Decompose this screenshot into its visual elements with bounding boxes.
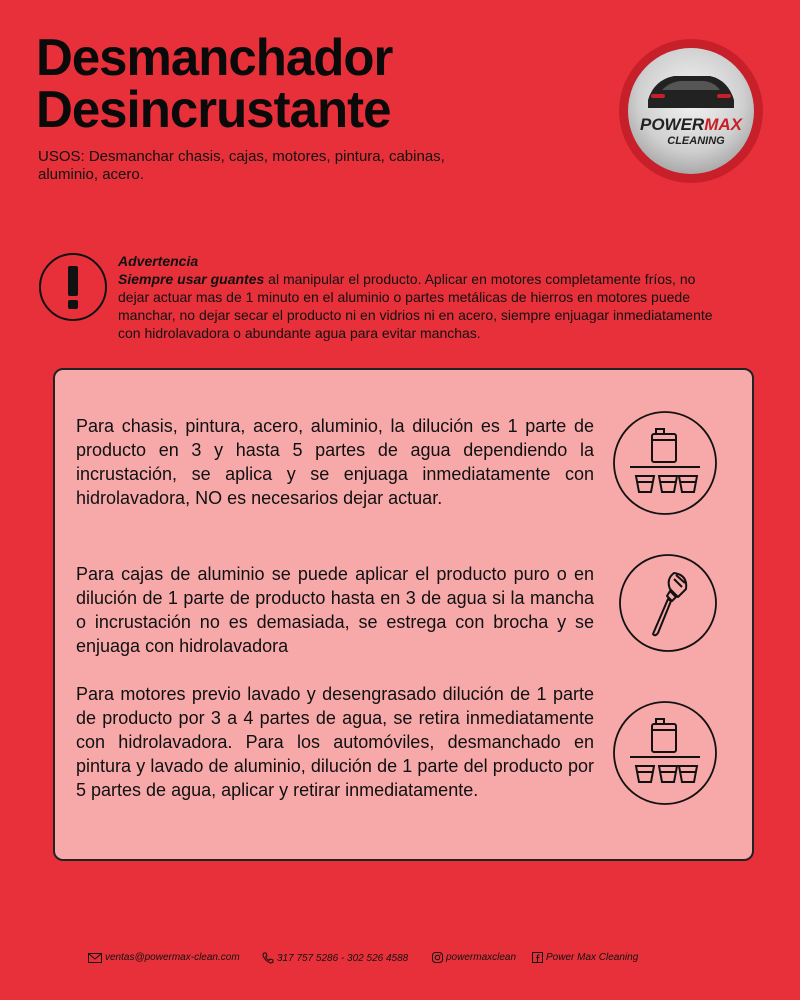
phone-text: 317 757 5286 - 302 526 4588 [277,952,409,964]
facebook-icon [532,952,543,963]
title-line-2: Desincrustante [36,81,391,139]
facebook-text: Power Max Cleaning [546,952,639,963]
warning-lead: Siempre usar guantes [118,271,265,287]
footer-instagram[interactable] [432,952,516,963]
svg-text:POWERMAX [640,115,744,134]
mail-icon [88,953,102,963]
instruction-2-text: Para cajas de aluminio se puede aplicar el producto puro o en dilución de 1 parte de producto hasta en 3 de agua si la mancha o incrustación no es demasiada, se estrega con brocha y se enjuaga con hidrolavadora [76,564,594,656]
warning-block [118,252,718,342]
exclamation-icon [38,252,108,322]
footer-phone[interactable] [262,952,408,964]
warning-body: al manipular el producto. Aplicar en motores completamente fríos, no dejar actuar mas de 1 minuto en el aluminio o partes metálicas de hierros en motores puede manchar, no dejar secar el producto ni en vidrios ni en acero, siempre enjuagar inmediatamente con hidrolavadora o abundante agua para evitar manchas. [118,271,713,341]
footer [0,952,800,972]
uses-text: USOS: Desmanchar chasis, cajas, motores, pintura, cabinas, aluminio, acero. [38,148,445,183]
footer-facebook[interactable] [532,952,638,963]
brush-icon [618,553,718,653]
brand-power: POWER [639,115,705,134]
brand-max: MAX [704,115,743,134]
instruction-3-text: Para motores previo lavado y desengrasado dilución de 1 parte de producto por 3 a 4 partes de agua, se retira inmediatamente con hidrolavadora. Para los automóviles, desmanchado en pintura y lavado de aluminio, dilución de 1 parte del producto por 5 partes de agua, aplicar y retirar inmediatamente. [76,684,594,800]
dilution-icon [612,700,718,806]
instagram-icon [432,952,443,963]
instagram-text: powermaxclean [446,952,517,963]
instruction-1-text: Para chasis, pintura, acero, aluminio, la dilución es 1 parte de producto en 3 y hasta 5 partes de agua dependiendo la incrustación, se aplica y se enjuaga inmediatamente con hidrolavadora, NO es necesarios dejar actuar. [76,416,594,508]
footer-email[interactable] [88,952,240,963]
brand-cleaning: CLEANING [667,135,725,147]
title-line-1: Desmanchador [36,29,393,87]
phone-icon [262,952,274,964]
warning-title: Advertencia [118,253,199,269]
page-title [36,29,393,139]
email-text: ventas@powermax-clean.com [105,952,240,963]
dilution-icon [612,410,718,516]
powermax-logo [618,38,764,184]
